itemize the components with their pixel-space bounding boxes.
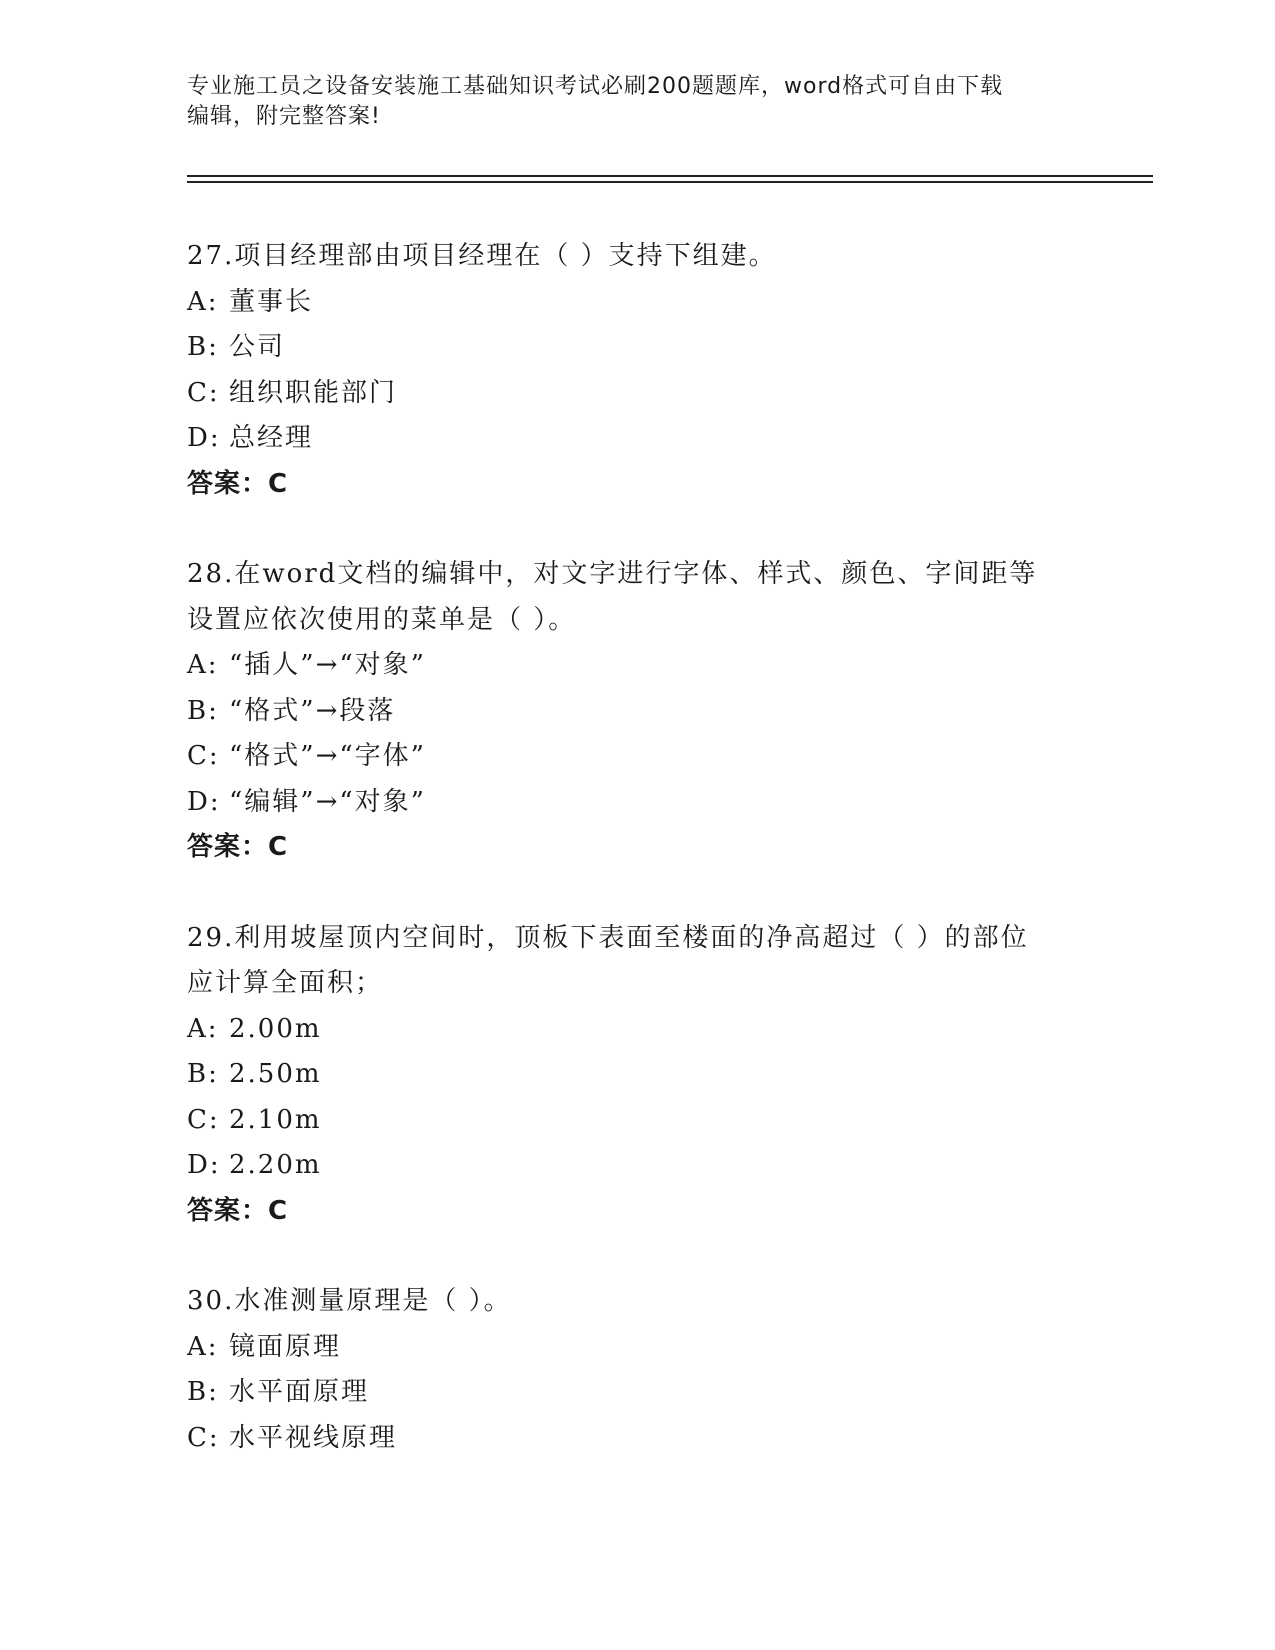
question-stem: 27.项目经理部由项目经理在（ ）支持下组建。 bbox=[187, 241, 777, 271]
header-divider-top bbox=[187, 175, 1153, 177]
option-text: 水平面原理 bbox=[229, 1377, 370, 1407]
option-b bbox=[187, 1052, 1087, 1098]
option-text: 2.10m bbox=[229, 1104, 322, 1135]
option-b bbox=[187, 689, 1087, 735]
option-text: 2.50m bbox=[229, 1059, 322, 1089]
option-text: “编辑”→“对象” bbox=[229, 786, 426, 817]
option-text: 镜面原理 bbox=[229, 1331, 342, 1362]
option-letter: B: bbox=[187, 695, 219, 726]
option-letter: C: bbox=[187, 1422, 220, 1453]
option-text: 2.20m bbox=[229, 1150, 322, 1180]
question-list bbox=[187, 234, 1087, 1506]
option-letter: B: bbox=[187, 332, 219, 362]
option-a bbox=[187, 1007, 1087, 1053]
option-c bbox=[187, 734, 1087, 780]
question-stem: 29.利用坡屋顶内空间时，顶板下表面至楼面的净高超过（ ）的部位 bbox=[187, 922, 1029, 953]
option-d bbox=[187, 780, 1087, 826]
option-text: “格式”→段落 bbox=[229, 695, 396, 726]
option-a bbox=[187, 1325, 1087, 1371]
question-stem: 28.在word文档的编辑中，对文字进行字体、样式、颜色、字间距等 bbox=[187, 559, 1038, 589]
question-stem-continued: 设置应依次使用的菜单是（ ）。 bbox=[187, 604, 577, 635]
answer-line: 答案：C bbox=[187, 468, 289, 499]
option-text: 组织职能部门 bbox=[229, 377, 398, 408]
option-text: 水平视线原理 bbox=[229, 1422, 398, 1453]
option-letter: A: bbox=[187, 1331, 219, 1362]
document-header bbox=[187, 72, 1067, 132]
option-letter: A: bbox=[187, 286, 219, 317]
option-d bbox=[187, 416, 1087, 462]
question-28 bbox=[187, 552, 1087, 871]
option-letter: C: bbox=[187, 741, 220, 771]
question-29 bbox=[187, 916, 1087, 1235]
option-text: 2.00m bbox=[229, 1013, 322, 1044]
option-letter: D: bbox=[187, 1150, 221, 1180]
option-d bbox=[187, 1143, 1087, 1189]
option-text: 总经理 bbox=[229, 423, 314, 453]
option-letter: A: bbox=[187, 650, 219, 680]
option-text: “格式”→“字体” bbox=[229, 741, 426, 771]
option-text: 公司 bbox=[229, 332, 286, 362]
question-27 bbox=[187, 234, 1087, 507]
answer-line: 答案：C bbox=[187, 832, 289, 862]
option-b bbox=[187, 1370, 1087, 1416]
option-c bbox=[187, 371, 1087, 417]
answer-line: 答案：C bbox=[187, 1195, 289, 1226]
option-letter: C: bbox=[187, 1104, 220, 1135]
header-title-line-2: 编辑，附完整答案! bbox=[187, 104, 381, 129]
option-letter: D: bbox=[187, 786, 221, 817]
question-stem-continued: 应计算全面积； bbox=[187, 968, 384, 998]
header-title-line-1: 专业施工员之设备安装施工基础知识考试必刷200题题库，word格式可自由下载 bbox=[187, 74, 1004, 99]
option-a bbox=[187, 280, 1087, 326]
option-b bbox=[187, 325, 1087, 371]
option-letter: A: bbox=[187, 1013, 219, 1044]
option-letter: B: bbox=[187, 1059, 219, 1089]
option-letter: D: bbox=[187, 423, 221, 453]
question-30 bbox=[187, 1279, 1087, 1461]
option-letter: B: bbox=[187, 1377, 219, 1407]
option-c bbox=[187, 1416, 1087, 1462]
option-letter: C: bbox=[187, 377, 220, 408]
question-stem: 30.水准测量原理是（ ）。 bbox=[187, 1286, 512, 1316]
option-c bbox=[187, 1098, 1087, 1144]
option-text: “插人”→“对象” bbox=[229, 650, 426, 680]
header-divider-bottom bbox=[187, 181, 1153, 183]
option-text: 董事长 bbox=[229, 286, 314, 317]
option-a bbox=[187, 643, 1087, 689]
